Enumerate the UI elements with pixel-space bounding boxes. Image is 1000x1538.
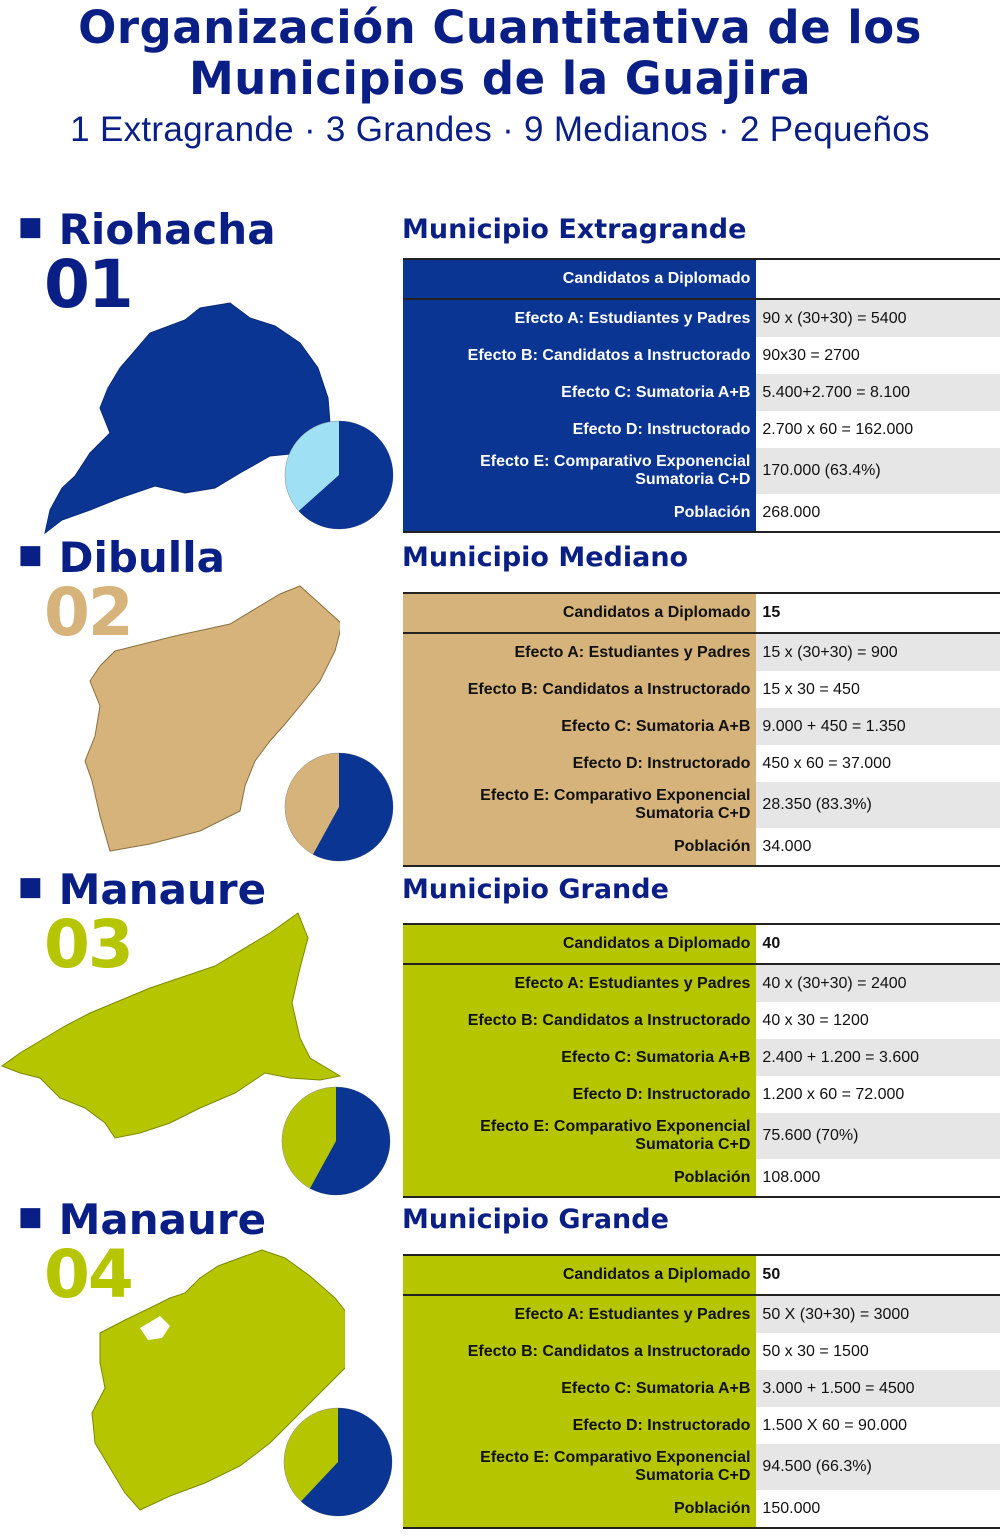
row-label <box>403 448 756 494</box>
municipality-name-text: Dibulla <box>58 533 225 582</box>
table-row <box>403 1113 1000 1159</box>
table-row <box>403 494 1000 532</box>
row-label-line2: Sumatoria C+D <box>635 471 751 488</box>
row-label: Efecto D: Instructorado <box>403 745 756 782</box>
row-label: Población <box>403 1159 756 1197</box>
page-header <box>0 0 1000 150</box>
row-label: Efecto C: Sumatoria A+B <box>403 708 756 745</box>
row-label: Efecto A: Estudiantes y Padres <box>403 633 756 671</box>
row-value: 40 x (30+30) = 2400 <box>756 964 1000 1002</box>
row-label-line1: Efecto E: Comparativo Exponencial <box>480 1449 751 1466</box>
row-value: 5.400+2.700 = 8.100 <box>756 374 1000 411</box>
table-row <box>403 828 1000 866</box>
row-value: 15 <box>756 593 1000 633</box>
municipality-name-text: Manaure <box>58 1195 267 1244</box>
row-value: 150.000 <box>756 1490 1000 1528</box>
table-row <box>403 924 1000 964</box>
row-value: 108.000 <box>756 1159 1000 1197</box>
data-table <box>403 258 1000 533</box>
table-row <box>403 448 1000 494</box>
row-label: Efecto A: Estudiantes y Padres <box>403 299 756 337</box>
table-row <box>403 708 1000 745</box>
data-table <box>403 923 1000 1198</box>
table-row <box>403 1370 1000 1407</box>
title-line-2: Municipios de la Guajira <box>189 52 811 105</box>
table-row <box>403 299 1000 337</box>
row-label-line1: Efecto E: Comparativo Exponencial <box>480 787 751 804</box>
row-label <box>403 782 756 828</box>
table-row <box>403 1444 1000 1490</box>
row-label: Candidatos a Diplomado <box>403 593 756 633</box>
row-value: 40 x 30 = 1200 <box>756 1002 1000 1039</box>
table-row <box>403 1407 1000 1444</box>
row-value: 50 X (30+30) = 3000 <box>756 1295 1000 1333</box>
category-title: Municipio Grande <box>402 1204 669 1235</box>
row-label <box>403 1113 756 1159</box>
table-row <box>403 411 1000 448</box>
row-label: Efecto C: Sumatoria A+B <box>403 1370 756 1407</box>
municipality-number: 02 <box>44 574 132 651</box>
table-row <box>403 374 1000 411</box>
row-label: Efecto B: Candidatos a Instructorado <box>403 671 756 708</box>
table-row <box>403 1490 1000 1528</box>
title-line-1: Organización Cuantitativa de los <box>78 1 922 54</box>
row-label-line2: Sumatoria C+D <box>635 1136 751 1153</box>
row-label: Efecto B: Candidatos a Instructorado <box>403 337 756 374</box>
row-label: Efecto B: Candidatos a Instructorado <box>403 1333 756 1370</box>
pie-chart <box>283 1407 393 1517</box>
pie-chart <box>284 752 394 862</box>
row-label: Efecto D: Instructorado <box>403 411 756 448</box>
data-table <box>403 592 1000 867</box>
row-label: Candidatos a Diplomado <box>403 924 756 964</box>
category-title: Municipio Mediano <box>402 542 689 573</box>
bullet-icon: ■ <box>18 211 43 242</box>
bullet-icon: ■ <box>18 1201 43 1232</box>
pie-chart <box>284 420 394 530</box>
row-label: Efecto A: Estudiantes y Padres <box>403 964 756 1002</box>
bullet-icon: ■ <box>18 871 43 902</box>
row-label: Efecto D: Instructorado <box>403 1407 756 1444</box>
row-label: Efecto D: Instructorado <box>403 1076 756 1113</box>
row-value: 15 x 30 = 450 <box>756 671 1000 708</box>
row-value: 75.600 (70%) <box>756 1113 1000 1159</box>
row-value: 268.000 <box>756 494 1000 532</box>
table-row <box>403 593 1000 633</box>
row-label-line2: Sumatoria C+D <box>635 1467 751 1484</box>
row-value: 450 x 60 = 37.000 <box>756 745 1000 782</box>
row-value: 34.000 <box>756 828 1000 866</box>
row-value: 1.500 X 60 = 90.000 <box>756 1407 1000 1444</box>
row-label: Efecto C: Sumatoria A+B <box>403 374 756 411</box>
table-row <box>403 1295 1000 1333</box>
municipality-number: 04 <box>44 1236 132 1313</box>
category-title: Municipio Grande <box>402 874 669 905</box>
row-value: 90 <box>756 259 1000 299</box>
row-value: 170.000 (63.4%) <box>756 448 1000 494</box>
table-row <box>403 782 1000 828</box>
row-label-line1: Efecto E: Comparativo Exponencial <box>480 453 751 470</box>
row-label-line1: Efecto E: Comparativo Exponencial <box>480 1118 751 1135</box>
table-row <box>403 1255 1000 1295</box>
row-label: Candidatos a Diplomado <box>403 259 756 299</box>
row-value: 9.000 + 450 = 1.350 <box>756 708 1000 745</box>
row-label: Efecto A: Estudiantes y Padres <box>403 1295 756 1333</box>
table-row <box>403 259 1000 299</box>
category-title: Municipio Extragrande <box>402 214 747 245</box>
row-label-line2: Sumatoria C+D <box>635 805 751 822</box>
page-subtitle: 1 Extragrande · 3 Grandes · 9 Medianos · 2 Pequeños <box>70 110 930 149</box>
table-row <box>403 1159 1000 1197</box>
table-row <box>403 633 1000 671</box>
row-value: 40 <box>756 924 1000 964</box>
row-label: Candidatos a Diplomado <box>403 1255 756 1295</box>
municipality-number: 01 <box>44 246 132 323</box>
table-row <box>403 964 1000 1002</box>
pie-chart <box>281 1086 391 1196</box>
row-value: 90x30 = 2700 <box>756 337 1000 374</box>
data-table <box>403 1254 1000 1529</box>
row-label <box>403 1444 756 1490</box>
bullet-icon: ■ <box>18 539 43 570</box>
row-value: 2.400 + 1.200 = 3.600 <box>756 1039 1000 1076</box>
row-value: 28.350 (83.3%) <box>756 782 1000 828</box>
table-row <box>403 671 1000 708</box>
row-value: 1.200 x 60 = 72.000 <box>756 1076 1000 1113</box>
table-row <box>403 745 1000 782</box>
row-value: 3.000 + 1.500 = 4500 <box>756 1370 1000 1407</box>
row-label: Población <box>403 1490 756 1528</box>
row-value: 90 x (30+30) = 5400 <box>756 299 1000 337</box>
municipality-name-text: Riohacha <box>58 205 276 254</box>
row-value: 94.500 (66.3%) <box>756 1444 1000 1490</box>
row-value: 2.700 x 60 = 162.000 <box>756 411 1000 448</box>
table-row <box>403 337 1000 374</box>
municipality-name-text: Manaure <box>58 865 267 914</box>
municipality-number: 03 <box>44 906 132 983</box>
row-value: 50 <box>756 1255 1000 1295</box>
row-label: Población <box>403 828 756 866</box>
row-label: Efecto B: Candidatos a Instructorado <box>403 1002 756 1039</box>
row-value: 50 x 30 = 1500 <box>756 1333 1000 1370</box>
row-value: 15 x (30+30) = 900 <box>756 633 1000 671</box>
row-label: Población <box>403 494 756 532</box>
row-label: Efecto C: Sumatoria A+B <box>403 1039 756 1076</box>
table-row <box>403 1039 1000 1076</box>
table-row <box>403 1076 1000 1113</box>
page-title <box>0 0 1000 104</box>
table-row <box>403 1002 1000 1039</box>
table-row <box>403 1333 1000 1370</box>
